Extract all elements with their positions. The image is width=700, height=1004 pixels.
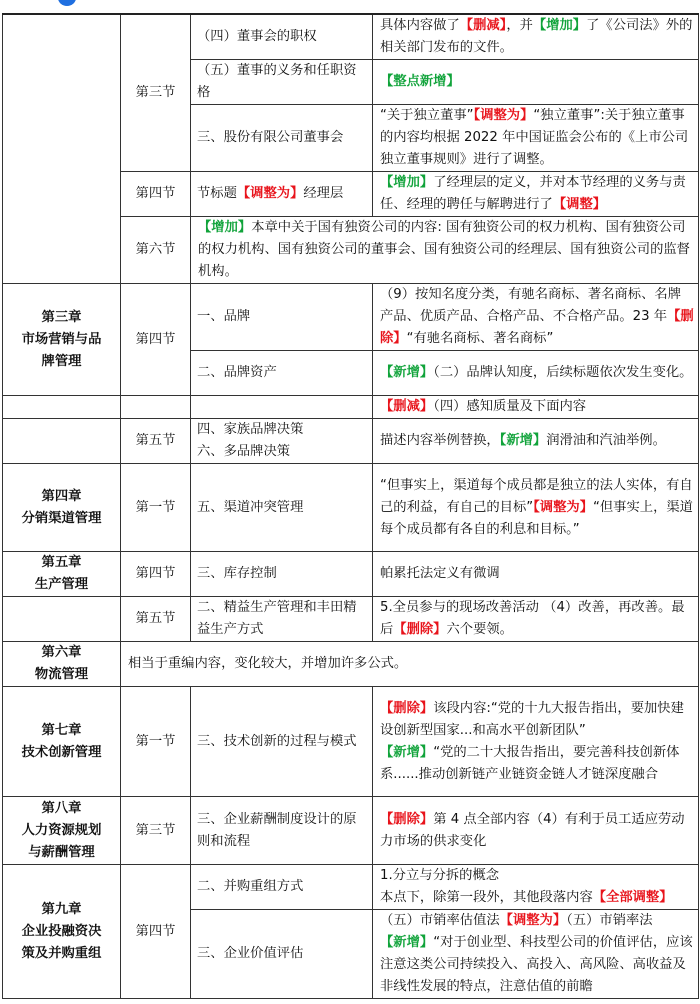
chapter-cell: 第五章 生产管理 [3, 552, 121, 597]
table-row [3, 14, 699, 60]
change-content-cell [373, 419, 699, 464]
section-cell: 第三节 [121, 14, 191, 172]
change-content-cell [373, 14, 699, 60]
change-content-cell [373, 172, 699, 217]
text-segment: 相当于重编内容，变化较大，并增加许多公式。 [128, 656, 408, 671]
text-segment: “但事实上，渠道每个成员都有各自的利息和目标。” [380, 499, 693, 537]
text-segment: 三、股份有限公司董事会 [197, 130, 344, 145]
text-segment: 润滑油和汽油举例。 [546, 433, 666, 448]
text-segment: （四）董事会的职权 [197, 29, 317, 44]
item-cell [191, 910, 373, 999]
text-segment: （9）按知名度分类，有驰名商标、著名商标、名牌产品、优质产品、合格产品、不合格产品。23 年 [380, 287, 681, 324]
text-segment: 三、技术创新的过程与模式 [197, 733, 357, 749]
item-cell [191, 597, 373, 642]
change-content-cell [373, 552, 699, 597]
change-tag-green: 【新增】 [380, 744, 434, 760]
section-cell: 第一节 [121, 687, 191, 797]
text-segment: “对于创业型、科技型公司的价值评估，应该注意这类公司持续投入、高投入、高风险、高收益及非线性发展的特点，注意估值的前瞻 [380, 935, 693, 994]
change-tag-green: 【新增】 [380, 365, 434, 380]
item-cell [191, 687, 373, 797]
change-content-cell [373, 105, 699, 172]
change-content-cell [373, 351, 699, 396]
text-segment: 六个要领。 [446, 622, 513, 637]
text-segment: 帕累托法定义有微调 [380, 566, 500, 581]
item-cell [191, 396, 373, 419]
text-segment: 二、并购重组方式 [197, 879, 304, 894]
item-cell [191, 797, 373, 865]
change-tag-green: 【新增】 [380, 935, 434, 950]
chapter-cell: 第三章 市场营销与品 牌管理 [3, 284, 121, 396]
text-segment: ，并 [506, 18, 533, 33]
change-tag-red: 【全部调整】 [592, 890, 673, 905]
table-row [3, 642, 699, 687]
change-tag-green: 【增加】 [380, 175, 434, 190]
change-tag-green: 【增加】 [198, 220, 252, 235]
item-cell [191, 464, 373, 552]
chapter-cell [3, 396, 121, 419]
change-tag-red: 【删减】 [459, 18, 507, 33]
text-segment: 三、企业薪酬制度设计的原则和流程 [197, 811, 357, 849]
text-segment: （五）市销率估值法 [380, 913, 500, 928]
text-segment: （五）董事的义务和任职资格 [197, 63, 357, 100]
table-row [3, 552, 699, 597]
change-tag-red: 【调整为】 [533, 499, 593, 515]
chapter-cell: 第四章 分销渠道管理 [3, 464, 121, 552]
change-tag-red: 【删减】 [380, 399, 434, 414]
table-row [3, 464, 699, 552]
text-segment: “独立董事”:关于独立董事的内容均根据 2022 年中国证监会公布的《上市公司独立董事规则》进行了调整。 [380, 108, 689, 167]
text-segment: （五）市销率法 [566, 913, 653, 928]
text-segment: 三、企业价值评估 [197, 946, 304, 961]
change-tag-red: 【删除】 [380, 309, 694, 346]
section-cell: 第四节 [121, 552, 191, 597]
change-tag-red: 【调整为】 [499, 913, 567, 928]
text-segment: 三、库存控制 [197, 566, 277, 581]
text-segment: 节标题 [197, 186, 237, 201]
text-segment: 二、精益生产管理和丰田精益生产方式 [197, 600, 357, 637]
change-content-cell [121, 642, 699, 687]
item-cell [191, 172, 373, 217]
change-tag-red: 【调整】 [552, 197, 607, 212]
table-row [3, 419, 699, 464]
change-tag-red: 【调整为】 [236, 186, 304, 201]
table-row [3, 597, 699, 642]
change-content-cell [373, 597, 699, 642]
chapter-cell: 第九章 企业投融资决 策及并购重组 [3, 865, 121, 999]
item-cell [191, 60, 373, 105]
change-content-cell [373, 797, 699, 865]
section-cell: 第五节 [121, 597, 191, 642]
chapter-cell [3, 419, 121, 464]
item-cell [191, 14, 373, 60]
section-cell: 第四节 [121, 865, 191, 999]
text-segment: 第 4 点全部内容（4）有利于员工适应劳动力市场的供求变化 [380, 811, 685, 849]
section-cell: 第三节 [121, 797, 191, 865]
chapter-cell [3, 14, 121, 284]
chapter-cell: 第六章 物流管理 [3, 642, 121, 687]
change-tag-green: 【新增】 [499, 433, 547, 448]
item-cell [191, 351, 373, 396]
text-segment: 1.分立与分拆的概念 本点下，除第一段外，其他段落内容 [380, 868, 593, 905]
chapter-changes-table [2, 13, 699, 999]
section-cell: 第一节 [121, 464, 191, 552]
change-content-cell [373, 464, 699, 552]
item-cell [191, 105, 373, 172]
text-segment: 二、品牌资产 [197, 365, 277, 380]
chapter-cell [3, 597, 121, 642]
item-cell [191, 552, 373, 597]
section-cell: 第四节 [121, 284, 191, 396]
change-tag-red: 【删除】 [380, 700, 434, 716]
table-row [3, 284, 699, 351]
change-tag-red: 【删除】 [393, 622, 447, 637]
text-segment: 经理层 [303, 186, 344, 201]
text-segment: （二）品牌认知度，后续标题依次发生变化。 [433, 365, 693, 380]
change-content-cell [191, 217, 699, 284]
section-cell: 第六节 [121, 217, 191, 284]
change-content-cell [373, 910, 699, 999]
section-cell: 第四节 [121, 172, 191, 217]
text-segment: 描述内容举例替换， [380, 433, 500, 448]
text-segment: 四、家族品牌决策 六、多品牌决策 [197, 422, 304, 459]
table-row [3, 687, 699, 797]
change-tag-red: 【删除】 [380, 811, 434, 827]
chapter-cell: 第七章 技术创新管理 [3, 687, 121, 797]
item-cell [191, 865, 373, 910]
text-segment: 5.全员参与的现场改善活动 （4）改善，再改善。最后 [380, 600, 685, 637]
text-segment: “党的二十大报告指出，要完善科技创新体系......推动创新链产业链资金链人才链深度融合 [380, 744, 680, 782]
section-cell [121, 396, 191, 419]
change-tag-green: 【增加】 [532, 18, 587, 33]
change-tag-red: 【调整为】 [473, 108, 534, 123]
change-content-cell [373, 60, 699, 105]
text-segment: 本章中关于国有独资公司的内容: 国有独资公司的权力机构、国有独资公司的权力机构、国有独资公司的董事会、国有独资公司的经理层、国有独资公司的监督机构。 [198, 220, 690, 279]
table-row [3, 797, 699, 865]
section-cell: 第五节 [121, 419, 191, 464]
change-content-cell [373, 687, 699, 797]
text-segment: “有驰名商标、著名商标” [406, 331, 554, 346]
text-segment: 一、品牌 [197, 309, 251, 324]
text-segment: （四）感知质量及下面内容 [433, 399, 587, 414]
text-segment: 该段内容:“党的十九大报告指出，要加快建设创新型国家...和高水平创新团队” [380, 700, 684, 738]
chapter-cell: 第八章 人力资源规划 与薪酬管理 [3, 797, 121, 865]
text-segment: 具体内容做了 [380, 18, 460, 33]
text-segment: “关于独立董事” [380, 108, 474, 123]
change-content-cell [373, 396, 699, 419]
text-segment: 了《公司法》外的相关部门发布的文件。 [380, 18, 693, 55]
table-row [3, 865, 699, 910]
table-row [3, 396, 699, 419]
text-segment: 了经理层的定义，并对本节经理的义务与责任、经理的聘任与解聘进行了 [380, 175, 686, 212]
item-cell [191, 284, 373, 351]
change-content-cell [373, 865, 699, 910]
change-tag-green: 【整点新增】 [380, 74, 460, 89]
text-segment: “但事实上，渠道每个成员都是独立的法人实体，有自己的利益，有自己的目标” [380, 477, 693, 515]
logo-icon [58, 0, 76, 6]
change-content-cell [373, 284, 699, 351]
text-segment: 五、渠道冲突管理 [197, 499, 304, 515]
item-cell [191, 419, 373, 464]
